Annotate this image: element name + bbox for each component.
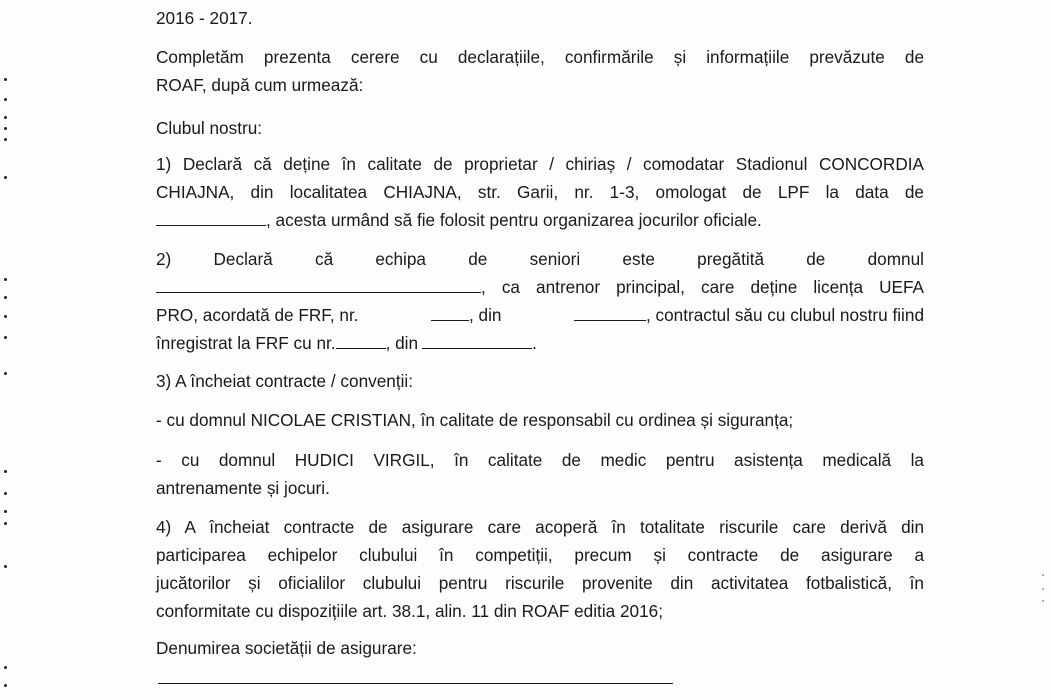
scan-speck: [4, 78, 7, 81]
scan-speck: [4, 522, 7, 525]
item-1-number: 1): [156, 154, 172, 174]
license-number-blank: [431, 302, 469, 321]
item-2-line-4: înregistrat la FRF cu nr. , din .: [156, 329, 924, 357]
item-1-line-1: Declară că deține în calitate de proprietar / chiriaș / comodatar Stadionul CONCORDIA: [182, 154, 924, 174]
registration-number-blank: [336, 330, 386, 349]
item-2-number: 2): [156, 249, 172, 269]
date-blank: [156, 207, 266, 226]
item-2-line-3-date: , contractul său cu clubul nostru fiind: [574, 301, 924, 329]
license-date-blank: [574, 302, 646, 321]
item-2-line-3-number: , din: [431, 301, 502, 329]
scan-speck: [4, 296, 7, 299]
scan-speck: [4, 372, 7, 375]
scan-speck: [4, 666, 7, 669]
registration-date-blank: [422, 330, 532, 349]
coach-name-blank: [156, 274, 481, 293]
item-2-paragraph: [156, 245, 924, 357]
scan-speck: [4, 565, 7, 568]
insurer-label: Denumirea societății de asigurare:: [156, 638, 417, 658]
scan-speck: [4, 510, 7, 513]
scan-speck: [4, 470, 7, 473]
item-3-bullet-1: - cu domnul NICOLAE CRISTIAN, în calitate de responsabil cu ordinea și siguranța;: [156, 410, 794, 430]
item-1-line-2: CHIAJNA, din localitatea CHIAJNA, str. Garii, nr. 1-3, omologat de LPF la data de: [156, 182, 924, 202]
scan-speck: [4, 176, 7, 179]
scan-speck: [4, 315, 7, 318]
item-4-paragraph: 4) A încheiat contracte de asigurare care acoperă în totalitate riscurile care derivă din participarea echipelor clubului în competiții, precum și contracte de asigurare a jucătorilor și oficialilor clubului pentru riscurile provenite din activitatea fotbalistică, în conformitate cu dispozițiile art. 38.1, alin. 11 din ROAF editia 2016;: [156, 517, 925, 621]
item-4-number: 4): [156, 517, 172, 537]
insurer-name-blank: [158, 683, 673, 684]
item-2-line-3: PRO, acordată de FRF, nr. , din , contractul său cu clubul nostru fiind: [156, 301, 924, 329]
intro-paragraph: [156, 43, 924, 99]
item-1-line-3: , acesta urmând să fie folosit pentru organizarea jocurilor oficiale.: [266, 210, 762, 230]
item-1-paragraph: [156, 150, 924, 234]
club-heading: Clubul nostru:: [156, 118, 263, 138]
scan-speck: [4, 116, 7, 119]
item-3-number: 3): [156, 371, 172, 391]
scan-speck: [4, 138, 7, 141]
intro-line-1: Completăm prezenta cerere cu declarațiile, confirmările și informațiile prevăzute de: [156, 47, 924, 67]
item-2-line-1: 2) Declară că echipa de seniori este pregătită de domnul: [156, 245, 924, 273]
scan-speck: [1042, 588, 1044, 590]
scan-speck: [4, 684, 7, 687]
year-line: 2016 - 2017.: [156, 8, 253, 28]
scan-speck: [1042, 600, 1044, 602]
intro-line-2: ROAF, după cum urmează:: [156, 75, 364, 95]
scan-speck: [4, 336, 7, 339]
scan-speck: [1042, 574, 1044, 576]
scan-speck: [4, 98, 7, 101]
scan-speck: [4, 278, 7, 281]
item-2-line-2: , ca antrenor principal, care deține licența UEFA: [156, 273, 924, 301]
item-3-heading: 3) A încheiat contracte / convenții:: [156, 371, 414, 391]
scan-speck: [4, 492, 7, 495]
scan-speck: [4, 127, 7, 130]
item-3-bullet-2: - cu domnul HUDICI VIRGIL, în calitate de medic pentru asistența medicală la antrenamente și jocuri.: [156, 450, 924, 498]
